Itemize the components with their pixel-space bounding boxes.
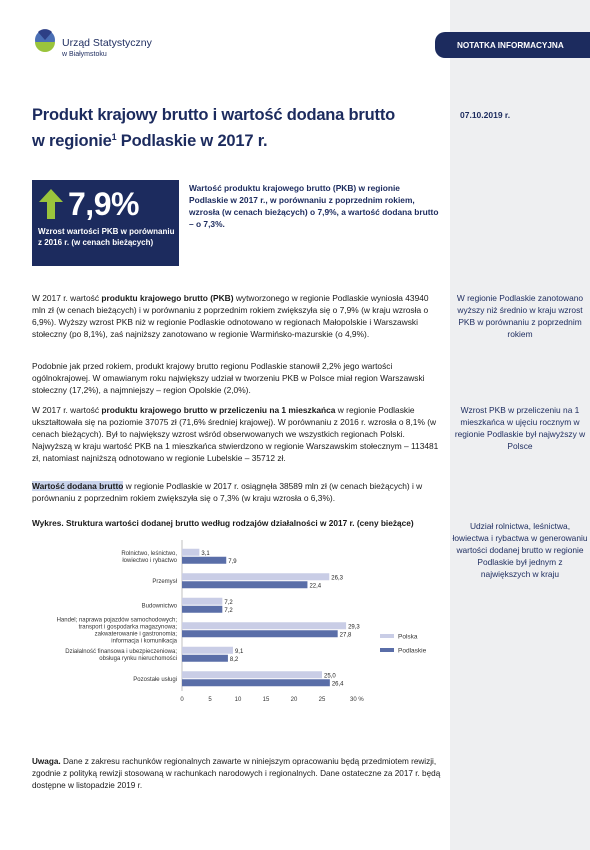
category-label: obsługa rynku nieruchomości <box>99 655 177 662</box>
bar-polska <box>182 647 233 654</box>
p1-text-c: wytworzonego w regionie Podlaskie wyniosła 43940 mln zł (w cenach bieżących) i w porównaniu z poprzednim rokiem zwiększyła się o 7,9% (w kraju wzrosła o 6,9%). Wyższy wzrost PKB niż w regionie Podlaskie odnotowano w regionach Małopolskie i Warszawski stołeczny (po 8,1%), zaś najniższy zanotowano w regionie Warmińsko-mazurskie (o 4,9%). <box>32 293 429 339</box>
bar-podlaskie <box>182 557 226 564</box>
category-label: Handel; naprawa pojazdów samochodowych; <box>56 617 177 624</box>
note-paragraph <box>32 756 442 792</box>
paragraph-per-capita <box>32 404 442 464</box>
lead-paragraph: Wartość produktu krajowego brutto (PKB) w regionie Podlaskie w 2017 r., w porównaniu z poprzednim rokiem, wzrosła (w cenach bieżących) o 7,9%, a wartość dodana brutto – o 7,3%. <box>189 183 439 229</box>
category-label: Rolnictwo, leśnictwo, <box>121 550 177 557</box>
data-label: 7,2 <box>224 607 233 614</box>
bar-polska <box>182 573 329 580</box>
category-label: Pozostałe usługi <box>133 676 177 683</box>
x-tick-label: 5 <box>208 697 212 703</box>
side-note-agriculture: Udział rolnictwa, leśnictwa, łowiectwa i rybactwa w generowaniu wartości dodanej brutto w regionie Podlaskie był jednym z największych w kraju <box>452 521 588 579</box>
data-label: 26,3 <box>331 575 343 582</box>
data-label: 7,2 <box>224 599 233 606</box>
data-label: 8,2 <box>229 656 239 663</box>
paragraph-gva <box>32 480 442 504</box>
legend-label: Podlaskie <box>398 647 427 655</box>
chart-title: Wykres. Struktura wartości dodanej brutto według rodzajów działalności w 2017 r. (ceny bieżące) <box>32 518 414 528</box>
category-label: łowiectwo i rybactwo <box>122 557 177 564</box>
data-label: 27,8 <box>339 632 352 639</box>
x-tick-label: 15 <box>262 697 270 703</box>
kpi-description: Wzrost wartości PKB w porównaniu z 2016 r. (w cenach bieżących) <box>38 227 175 247</box>
legend-swatch-podlaskie <box>380 648 394 652</box>
logo <box>32 28 162 68</box>
category-label: Przemysł <box>152 578 177 585</box>
arrow-up-icon <box>38 188 64 220</box>
p1-bold: produktu krajowego brutto (PKB) <box>101 293 234 303</box>
paragraph-pkb <box>32 292 442 340</box>
logo-icon <box>32 28 58 62</box>
title-line2b: Podlaskie w 2017 r. <box>116 132 268 150</box>
category-label: transport i gospodarka magazynowa; <box>78 624 177 631</box>
header-label: NOTATKA INFORMACYJNA <box>457 40 564 50</box>
logo-name-line1: Urząd Statystyczny <box>62 37 152 49</box>
bar-polska <box>182 549 199 556</box>
bar-podlaskie <box>182 630 338 637</box>
legend-swatch-polska <box>380 634 394 638</box>
p4-highlighted-text[interactable]: Wartość dodana brutto <box>32 481 124 491</box>
category-label: informacja i komunikacja <box>111 638 177 645</box>
x-tick-label: 20 <box>290 697 298 703</box>
data-label: 26,4 <box>331 681 344 688</box>
title-footnote-mark[interactable]: 1 <box>111 132 117 142</box>
data-label: 3,1 <box>201 550 210 557</box>
x-tick-label: 10 <box>234 697 242 703</box>
category-label: Działalność finansowa i ubezpieczeniowa; <box>65 648 177 655</box>
publication-date: 07.10.2019 r. <box>460 110 511 120</box>
category-label: Budownictwo <box>141 603 177 610</box>
page-title <box>32 104 432 152</box>
data-label: 25,0 <box>324 673 336 680</box>
bar-polska <box>182 622 346 629</box>
x-tick-label: 25 <box>318 697 326 703</box>
bar-podlaskie <box>182 606 222 613</box>
logo-name-line2: w Białymstoku <box>62 51 107 58</box>
bar-podlaskie <box>182 655 228 662</box>
bar-podlaskie <box>182 679 330 686</box>
bar-polska <box>182 598 222 605</box>
header-band <box>435 32 590 58</box>
data-label: 9,1 <box>234 648 244 655</box>
category-label: zakwaterowanie i gastronomia; <box>94 631 177 638</box>
kpi-value: 7,9% <box>68 186 139 222</box>
note-text: Dane z zakresu rachunków regionalnych zawarte w niniejszym opracowaniu będą przedmiotem rewizji, zgodnie z polityką rewizji stosowaną w rachunkach narodowych i regionalnych. Dane ostateczne za 2017 r. będą dostępne w listopadzie 2019 r. <box>32 757 441 790</box>
p3-text-a: W 2017 r. wartość <box>32 405 102 415</box>
legend-label: Polska <box>398 633 418 641</box>
paragraph-share: Podobnie jak przed rokiem, produkt krajowy brutto regionu Podlaskie stanowił 2,2% jego wartości ogólnokrajowej. W omawianym roku największy udział w tworzeniu PKB w Polsce miał region Warszawski stołeczny (17,2%), a najmniejszy – region Opolskie (2,0%). <box>32 361 425 395</box>
side-note-per-capita: Wzrost PKB w przeliczeniu na 1 mieszkańca w ujęciu rocznym w regionie Podlaskie był najwyższy w Polsce <box>454 405 586 451</box>
title-line1: Produkt krajowy brutto i wartość dodana brutto <box>32 106 395 124</box>
p3-bold: produktu krajowego brutto w przeliczeniu na 1 mieszkańca <box>101 405 336 415</box>
p1-text-a: W 2017 r. wartość <box>32 293 102 303</box>
bar-chart <box>32 532 447 712</box>
data-label: 22,4 <box>309 583 322 590</box>
bar-polska <box>182 671 322 678</box>
data-label: 7,9 <box>228 558 237 565</box>
x-tick-label: 30 % <box>350 697 364 703</box>
kpi-box <box>32 180 179 266</box>
title-line2a: w regionie <box>32 132 112 150</box>
p4-text-b: w regionie Podlaskie w 2017 r. osiągnęła 38589 mln zł (w cenach bieżących) i w porównaniu z poprzednim rokiem zwiększyła się o 7,3% (w kraju wzrosła o 6,3%). <box>32 481 423 503</box>
data-label: 29,3 <box>348 624 360 631</box>
note-label: Uwaga. <box>32 757 61 766</box>
p3-text-c: w regionie Podlaskie ukształtowała się na poziomie 37075 zł (71,6% średniej krajowej). W porównaniu z 2016 r. wzrosła o 8,1% (w cenach bieżących). Był to największy wzrost wśród obserwowanych we wszystkich regionach Polski. Najwyższą w kraju wartość PKB na 1 mieszkańca stwierdzono w regionie Warszawskim stołecznym – 113481 zł, natomiast najniższą odnotowano w regionie Lubelskie – 35712 zł. <box>32 405 439 463</box>
bar-podlaskie <box>182 581 307 588</box>
side-note-pkb: W regionie Podlaskie zanotowano wyższy niż średnio w kraju wzrost PKB w porównaniu z poprzednim rokiem <box>456 293 584 339</box>
x-tick-label: 0 <box>180 697 184 703</box>
